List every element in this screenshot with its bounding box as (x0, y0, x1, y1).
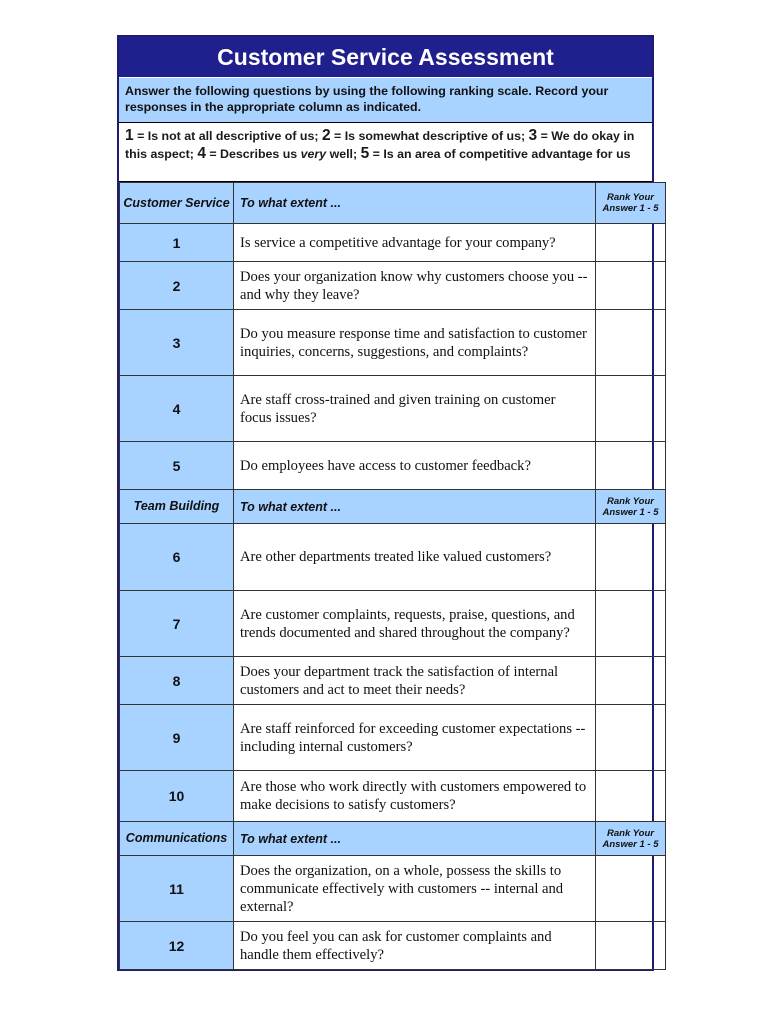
question-number: 11 (120, 856, 234, 922)
answer-cell[interactable] (596, 922, 666, 970)
answer-cell[interactable] (596, 705, 666, 771)
question-text: Does the organization, on a whole, possess the skills to communicate effectively with customers -- internal and external? (234, 856, 596, 922)
question-number: 10 (120, 771, 234, 822)
question-number: 12 (120, 922, 234, 970)
scale-num-4: 4 (197, 145, 206, 162)
scale-num-5: 5 (360, 145, 370, 162)
scale-text-1: = Is not at all descriptive of us; (133, 129, 322, 143)
question-row (120, 524, 666, 591)
answer-cell[interactable] (596, 524, 666, 591)
section-header (120, 822, 666, 856)
rank-label: Rank Your Answer 1 - 5 (596, 183, 666, 224)
question-row (120, 705, 666, 771)
rank-label: Rank Your Answer 1 - 5 (596, 822, 666, 856)
extent-label: To what extent ... (234, 490, 596, 524)
question-text: Do you feel you can ask for customer complaints and handle them effectively? (234, 922, 596, 970)
section-header (120, 490, 666, 524)
question-text: Are other departments treated like valued customers? (234, 524, 596, 591)
section-header (120, 183, 666, 224)
scale-text-5: = Is an area of competitive advantage for us (369, 147, 631, 161)
scale-text-4b: well; (326, 147, 361, 161)
scale-text-4: = Describes us (205, 147, 301, 161)
question-number: 2 (120, 262, 234, 310)
question-number: 1 (120, 224, 234, 262)
ranking-scale (119, 122, 652, 182)
question-number: 9 (120, 705, 234, 771)
section-category: Communications (120, 822, 234, 856)
assessment-form (117, 35, 659, 971)
question-text: Does your department track the satisfaction of internal customers and act to meet their needs? (234, 657, 596, 705)
scale-num-1: 1 (125, 127, 134, 144)
question-row (120, 262, 666, 310)
question-row (120, 376, 666, 442)
question-number: 8 (120, 657, 234, 705)
question-number: 5 (120, 442, 234, 490)
question-text: Are those who work directly with customers empowered to make decisions to satisfy customers? (234, 771, 596, 822)
question-row (120, 224, 666, 262)
question-row (120, 657, 666, 705)
question-number: 3 (120, 310, 234, 376)
form-title: Customer Service Assessment (119, 37, 652, 77)
question-row (120, 442, 666, 490)
question-text: Are staff cross-trained and given training on customer focus issues? (234, 376, 596, 442)
extent-label: To what extent ... (234, 822, 596, 856)
question-row (120, 591, 666, 657)
scale-text-3: = We do okay in this aspect; (125, 129, 635, 161)
scale-num-3: 3 (528, 127, 538, 144)
answer-cell[interactable] (596, 376, 666, 442)
section-category: Team Building (120, 490, 234, 524)
answer-cell[interactable] (596, 310, 666, 376)
scale-num-2: 2 (321, 127, 331, 144)
answer-cell[interactable] (596, 591, 666, 657)
question-row (120, 922, 666, 970)
scale-text-2: = Is somewhat descriptive of us; (330, 129, 529, 143)
instructions: Answer the following questions by using the following ranking scale. Record your responses in the appropriate column as indicated. (119, 77, 652, 122)
question-number: 4 (120, 376, 234, 442)
question-number: 6 (120, 524, 234, 591)
question-text: Are staff reinforced for exceeding customer expectations -- including internal customers? (234, 705, 596, 771)
question-text: Are customer complaints, requests, praise, questions, and trends documented and shared throughout the company? (234, 591, 596, 657)
rank-label: Rank Your Answer 1 - 5 (596, 490, 666, 524)
question-row (120, 856, 666, 922)
answer-cell[interactable] (596, 657, 666, 705)
question-text: Do employees have access to customer feedback? (234, 442, 596, 490)
scale-emphasis: very (300, 147, 327, 161)
answer-cell[interactable] (596, 856, 666, 922)
assessment-table (119, 182, 666, 970)
section-category: Customer Service (120, 183, 234, 224)
question-row (120, 771, 666, 822)
extent-label: To what extent ... (234, 183, 596, 224)
question-row (120, 310, 666, 376)
answer-cell[interactable] (596, 771, 666, 822)
answer-cell[interactable] (596, 262, 666, 310)
question-text: Is service a competitive advantage for your company? (234, 224, 596, 262)
question-text: Do you measure response time and satisfaction to customer inquiries, concerns, suggestions, and complaints? (234, 310, 596, 376)
question-text: Does your organization know why customers choose you -- and why they leave? (234, 262, 596, 310)
question-number: 7 (120, 591, 234, 657)
answer-cell[interactable] (596, 442, 666, 490)
answer-cell[interactable] (596, 224, 666, 262)
